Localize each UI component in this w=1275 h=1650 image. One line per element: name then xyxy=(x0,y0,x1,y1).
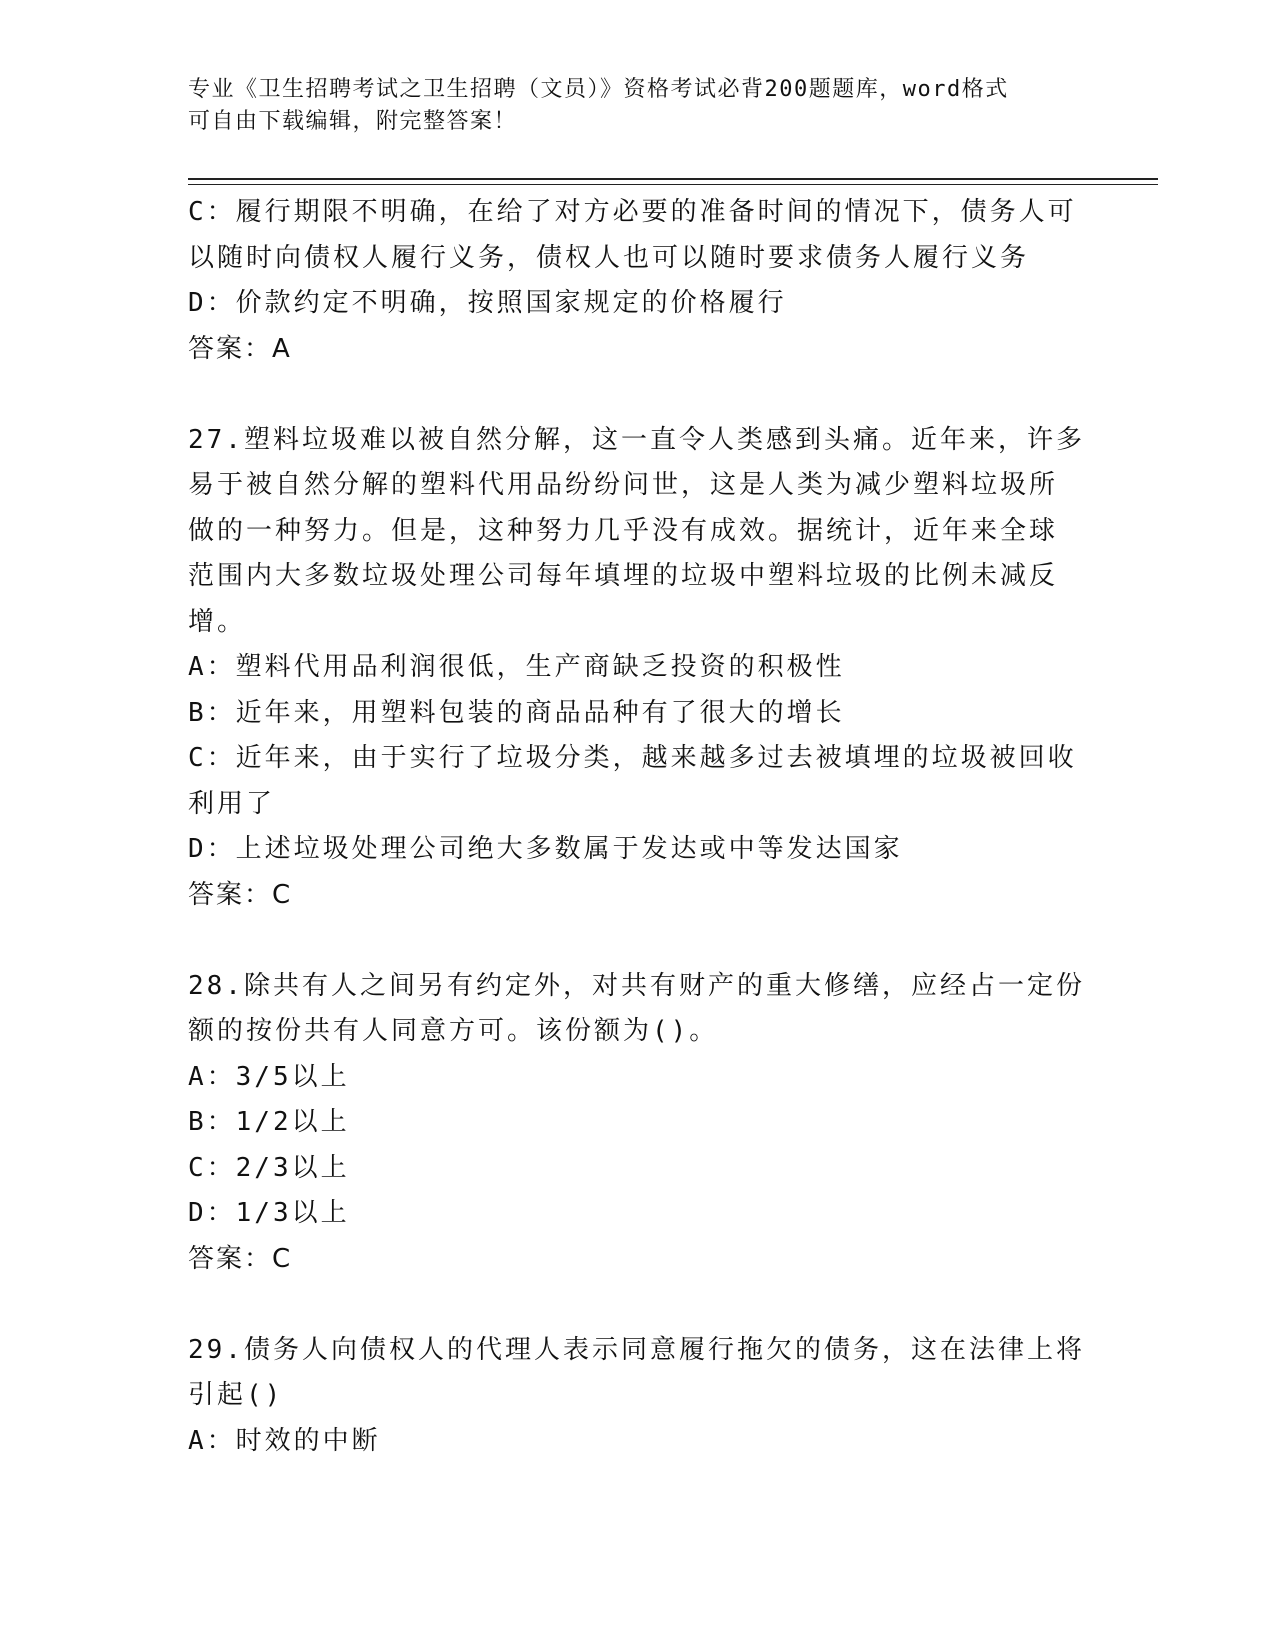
option-c-line: 利用了 xyxy=(188,788,276,819)
header-divider-thin xyxy=(188,184,1158,185)
header-title-line-2: 可自由下载编辑，附完整答案！ xyxy=(188,109,518,134)
question-stem-line: 范围内大多数垃圾处理公司每年填埋的垃圾中塑料垃圾的比例未减反 xyxy=(188,561,1059,591)
option-c-line: C：履行期限不明确，在给了对方必要的准备时间的情况下，债务人可 xyxy=(188,197,1077,227)
spacer xyxy=(188,918,1088,964)
question-stem-line: 做的一种努力。但是，这种努力几乎没有成效。据统计，近年来全球 xyxy=(188,515,1059,546)
question-stem-line: 易于被自然分解的塑料代用品纷纷问世，这是人类为减少塑料垃圾所 xyxy=(188,470,1059,500)
option-a: A：时效的中断 xyxy=(188,1425,381,1456)
header-divider-thick xyxy=(188,178,1158,180)
option-d: D：上述垃圾处理公司绝大多数属于发达或中等发达国家 xyxy=(188,834,903,864)
question-26-continued xyxy=(188,190,1088,372)
question-stem-line: 引起() xyxy=(188,1380,284,1410)
answer-line: 答案：C xyxy=(188,879,293,910)
option-a: A：塑料代用品利润很低，生产商缺乏投资的积极性 xyxy=(188,652,845,682)
question-stem-line: 增。 xyxy=(188,606,247,637)
question-stem-line: 27.塑料垃圾难以被自然分解，这一直令人类感到头痛。近年来，许多 xyxy=(188,424,1085,455)
question-stem-line: 额的按份共有人同意方可。该份额为()。 xyxy=(188,1016,719,1046)
answer-line: 答案：C xyxy=(188,1243,293,1274)
option-c: C：2/3以上 xyxy=(188,1152,350,1183)
option-b: B：近年来，用塑料包装的商品品种有了很大的增长 xyxy=(188,697,845,728)
question-29 xyxy=(188,1328,1088,1465)
spacer xyxy=(188,372,1088,418)
question-28 xyxy=(188,964,1088,1283)
question-stem-line: 28.除共有人之间另有约定外，对共有财产的重大修缮，应经占一定份 xyxy=(188,970,1085,1001)
option-d: D：1/3以上 xyxy=(188,1198,350,1228)
header-title-line-1: 专业《卫生招聘考试之卫生招聘（文员）》资格考试必背200题题库，word格式 xyxy=(188,77,1009,102)
option-b: B：1/2以上 xyxy=(188,1107,350,1137)
option-c-line: C：近年来，由于实行了垃圾分类，越来越多过去被填埋的垃圾被回收 xyxy=(188,743,1077,773)
document-body xyxy=(188,190,1088,1464)
option-c-line: 以随时向债权人履行义务，债权人也可以随时要求债务人履行义务 xyxy=(188,242,1030,273)
question-27 xyxy=(188,418,1088,919)
document-header xyxy=(188,74,1078,138)
option-d: D：价款约定不明确，按照国家规定的价格履行 xyxy=(188,288,787,318)
answer-line: 答案：A xyxy=(188,333,292,364)
option-a: A：3/5以上 xyxy=(188,1061,350,1092)
question-stem-line: 29.债务人向债权人的代理人表示同意履行拖欠的债务，这在法律上将 xyxy=(188,1334,1085,1365)
spacer xyxy=(188,1282,1088,1328)
